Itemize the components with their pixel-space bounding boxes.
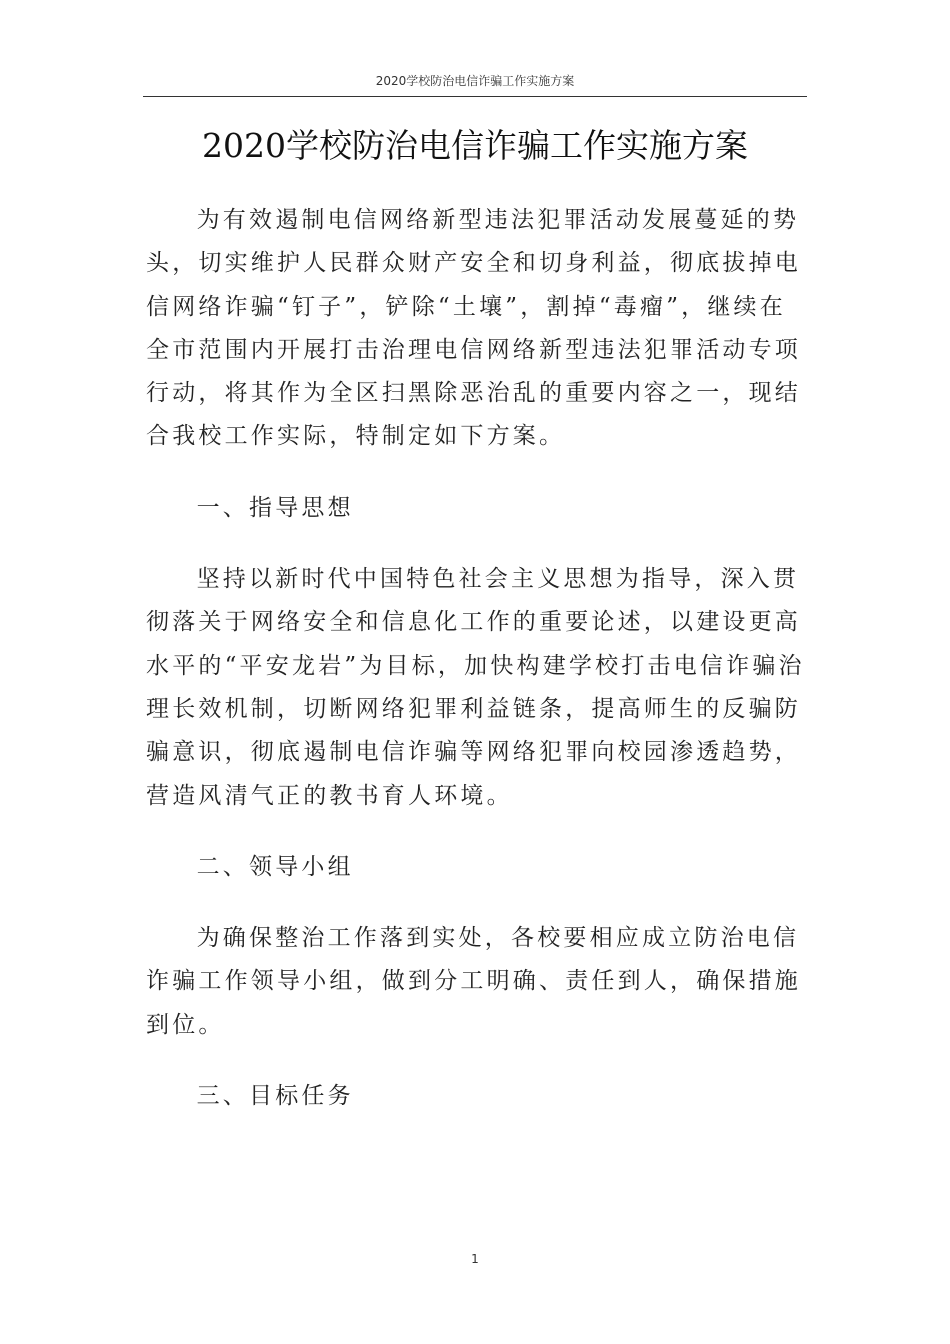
document-body — [146, 199, 806, 1118]
guiding-ideology-paragraph: 坚持以新时代中国特色社会主义思想为指导，深入贯彻落关于网络安全和信息化工作的重要论述，以建设更高水平的“平安龙岩”为目标，加快构建学校打击电信诈骗治理长效机制，切断网络犯罪利益链条，提高师生的反骗防骗意识，彻底遏制电信诈骗等网络犯罪向校园渗透趋势，营造风清气正的教书育人环境。 — [146, 566, 805, 809]
document-title: 2020学校防治电信诈骗工作实施方案 — [202, 126, 748, 165]
section-heading-objectives: 三、目标任务 — [196, 1083, 354, 1110]
section-heading-guiding-ideology: 一、指导思想 — [196, 494, 354, 521]
running-header: 2020学校防治电信诈骗工作实施方案 — [375, 74, 575, 88]
header-divider — [143, 96, 807, 97]
page-number: 1 — [471, 1252, 479, 1266]
intro-paragraph: 为有效遏制电信网络新型违法犯罪活动发展蔓延的势头，切实维护人民群众财产安全和切身利益，彻底拔掉电信网络诈骗“钉子”，铲除“土壤”，割掉“毒瘤”，继续在全市范围内开展打击治理电信网络新型违法犯罪活动专项行动，将其作为全区扫黑除恶治乱的重要内容之一，现结合我校工作实际，特制定如下方案。 — [146, 207, 801, 450]
leading-group-paragraph: 为确保整治工作落到实处，各校要相应成立防治电信诈骗工作领导小组，做到分工明确、责任到人，确保措施到位。 — [146, 925, 801, 1038]
section-heading-leading-group: 二、领导小组 — [196, 853, 354, 880]
